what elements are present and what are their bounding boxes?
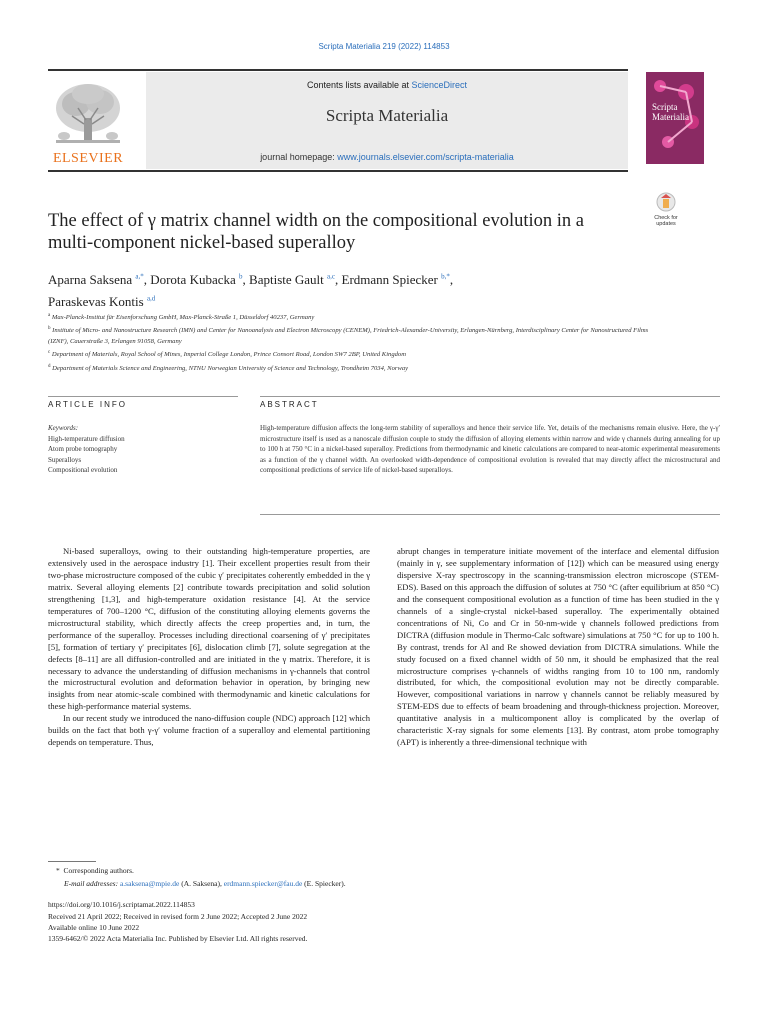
copyright: 1359-6462/© 2022 Acta Materialia Inc. Published by Elsevier Ltd. All rights reserved.: [48, 934, 308, 943]
crossmark-label-2: updates: [656, 221, 676, 227]
header-rule-top: [48, 69, 628, 71]
sciencedirect-link[interactable]: ScienceDirect: [411, 80, 468, 90]
keyword: Atom probe tomography: [48, 445, 118, 453]
keyword: Superalloys: [48, 455, 82, 464]
author-affiliation-mark[interactable]: a,d: [146, 294, 156, 303]
author-affiliation-mark[interactable]: b: [239, 273, 243, 281]
email-label: E-mail addresses:: [64, 879, 119, 888]
cover-title-line1: Scripta: [652, 102, 678, 112]
elsevier-wordmark: ELSEVIER: [52, 151, 124, 166]
email-line: [64, 879, 744, 888]
header-rule-bottom: [48, 170, 628, 172]
author-list: [48, 268, 648, 311]
email-owner: (A. Saksena),: [179, 879, 224, 888]
article-title: The effect of γ matrix channel width on the compositional evolution in a multi-component nickel-based superalloy: [48, 211, 584, 253]
author[interactable]: [48, 294, 155, 309]
author[interactable]: [48, 272, 150, 287]
corresponding-text: Corresponding authors.: [63, 866, 134, 875]
email-owner: (E. Spiecker).: [302, 879, 346, 888]
author-affiliation-mark[interactable]: a,c: [327, 273, 335, 281]
crossmark-label-1: Check for: [654, 215, 678, 221]
affiliations: [48, 310, 668, 374]
homepage-prefix: journal homepage:: [260, 152, 338, 162]
footnote-rule: [48, 861, 96, 862]
corresponding-note: [56, 866, 736, 875]
doi-link[interactable]: https://doi.org/10.1016/j.scriptamat.2022.114853: [48, 900, 195, 909]
abstract-heading: ABSTRACT: [260, 400, 319, 409]
body-paragraph: abrupt changes in temperature initiate movement of the interface and elemental diffusion (mainly in γ, see supplementary information of [12]) which can be measured using energy dispersive X-ray spectroscopy in the scanning-transmission electron microscope (STEM-EDS). Based on this approach the diffusion of solutes at 750 °C (after equilibrium at 850 °C) and the consequent compositional evolution as a function of time has been studied in the γ channels of a single-crystal nickel-based superalloy. The experimentally obtained concentrations of Ni, Co and Cr in 50-nm-wide γ channels followed predictions from DICTRA (diffusion module in Thermo-Calc software) simulations at 750 °C for up to 100 h. By contrast, trends for Al and Re showed deviation from DICTRA simulations. While the study focused on a fixed channel width of 50 nm, it should be emphasized that the real microstructure comprises γ-channels of widths ranging from 10 to 100 nm, randomly distributed, for which, the compositional evolution may not be directly comparable. However, compositional variations in narrow γ channels cannot be reliably measured by STEM-EDS due to effects of beam broadening and through-thickness projection. Moreover, quantitative analysis in a multicomponent alloy is complicated by the overlap of characteristic X-ray signals for some elements [13]. By contrast, atom probe tomography (APT) is inherently a three-dimensional technique with: [397, 546, 719, 748]
affiliation: [48, 361, 668, 374]
keyword: Compositional evolution: [48, 466, 118, 474]
author[interactable]: [249, 272, 341, 287]
author-separator: ,: [335, 272, 342, 288]
email-link[interactable]: erdmann.spiecker@fau.de: [223, 879, 303, 888]
affiliation-mark: d: [48, 363, 51, 369]
author-separator: ,: [449, 272, 454, 288]
abstract-rule: [260, 396, 720, 397]
body-paragraph: In our recent study we introduced the nano-diffusion couple (NDC) approach [12] which builds on the fact that both γ-γ′ volume fraction of a superalloy and elemental partitioning depends on temperature. Thus,: [48, 713, 370, 748]
affiliation-mark: b: [48, 326, 51, 332]
journal-homepage: [146, 152, 628, 162]
affiliation-text: Department of Materials Science and Engineering, NTNU Norwegian University of Science and Technology, Trondheim 7034, Norway: [52, 364, 409, 372]
keywords-label: Keywords:: [48, 424, 79, 432]
journal-cover-image: [646, 72, 704, 164]
affiliation: [48, 323, 668, 347]
body-paragraph: Ni-based superalloys, owing to their outstanding high-temperature properties, are extensively used in the aerospace industry [1]. Their excellent properties result from their two-phase microstructure composed of the cubic γ′ precipitates coherently embedded in the γ matrix. Several alloying elements [2] contribute towards precipitation and solid solution strengthening [1,3], and high-temperature oxidation resistance [4]. At the service temperatures of 700–1200 °C, diffusion of the constituting alloying elements governs the microstructural stability, which directly affects the creep properties and, in turn, the performance of the superalloy. Processes including directional coarsening of γ′ precipitates [5], formation of tertiary γ′ precipitates [6], dislocation climb [7], solute segregation at the defects [8–11] are all diffusion-controlled and are initiated in the γ matrix. Therefore, it is necessary to advance the understanding of diffusion mechanisms in γ-channels that control the microstructural evolution and deformation behavior in operation, by bringing new insights from near atomic-scale combined with thermodynamic and kinetic calculations for these high-performance material systems.: [48, 546, 370, 712]
affiliation: [48, 310, 668, 323]
author-affiliation-mark[interactable]: a,*: [135, 273, 144, 281]
received-dates: Received 21 April 2022; Received in revised form 2 June 2022; Accepted 2 June 2022: [48, 912, 308, 921]
affiliation-mark: a: [48, 313, 51, 318]
contents-prefix: Contents lists available at: [306, 80, 412, 90]
article-info-rule: [48, 396, 238, 397]
email-link[interactable]: a.saksena@mpie.de: [119, 879, 180, 888]
cover-title-line2: Materialia: [652, 112, 689, 122]
affiliation-mark: c: [48, 350, 51, 356]
author-name: Dorota Kubacka: [150, 272, 236, 288]
homepage-link[interactable]: www.journals.elsevier.com/scripta-materialia: [337, 152, 514, 162]
author-name: Baptiste Gault: [249, 272, 324, 288]
check-for-updates-icon[interactable]: [646, 190, 686, 230]
author-separator: ,: [242, 272, 250, 288]
keywords-block: [48, 423, 238, 476]
contents-line: [146, 80, 628, 90]
affiliation-text: Institute of Micro- and Nanostructure Research (IMN) and Center for Nanoanalysis and Electron Microscopy (CENEM), Friedrich-Alexander-University, Erlangen-Nürnberg, Interdisciplinary Center for Nanostructured Films (IZNF), Cauerstraße 3, Erlangen 91058, Germany: [48, 327, 649, 346]
corresponding-mark: *: [56, 866, 60, 875]
affiliation-text: Department of Materials, Royal School of Mines, Imperial College London, Prince Consort Road, London SW7 2BP, United Kingdom: [51, 351, 406, 359]
article-info-heading: ARTICLE INFO: [48, 400, 127, 409]
journal-title: Scripta Materialia: [325, 106, 449, 125]
journal-citation[interactable]: Scripta Materialia 219 (2022) 114853: [318, 42, 450, 51]
author-name: Aparna Saksena: [48, 272, 133, 288]
abstract-text: High-temperature diffusion affects the long-term stability of superalloys and hence their service life. Yet, details of the mechanisms remain elusive. Here, the γ-γ′ microstructure itself is used as a nanoscale diffusion couple to study the diffusion of alloying elements within narrow and wide γ channels during annealing for up to 100 h at 750 °C in a nickel-based superalloy. Predictions from thermodynamic and kinetic calculations are compared to near-atomic experimental measurements as a function of the γ channel width. An overlooked width-dependence of compositional evolution is revealed that may directly affect the microstructural and compositional predictions of service life of nickel-based superalloys.: [260, 424, 720, 474]
author[interactable]: [342, 272, 454, 287]
keyword: High-temperature diffusion: [48, 434, 125, 443]
affiliation: [48, 347, 668, 360]
author-name: Paraskevas Kontis: [48, 293, 144, 309]
author[interactable]: [150, 272, 249, 287]
body-column-left: [48, 546, 370, 749]
author-name: Erdmann Spiecker: [341, 272, 438, 288]
online-date: Available online 10 June 2022: [48, 923, 140, 932]
author-affiliation-mark[interactable]: b,*: [441, 273, 450, 281]
cover-molecules-graphic: [646, 72, 704, 164]
affiliation-text: Max-Planck-Institut für Eisenforschung GmbH, Max-Planck-Straße 1, Düsseldorf 40237, Germany: [51, 314, 315, 322]
abstract-bottom-rule: [260, 514, 720, 515]
author-separator: ,: [143, 272, 151, 288]
body-column-right: [397, 546, 719, 749]
